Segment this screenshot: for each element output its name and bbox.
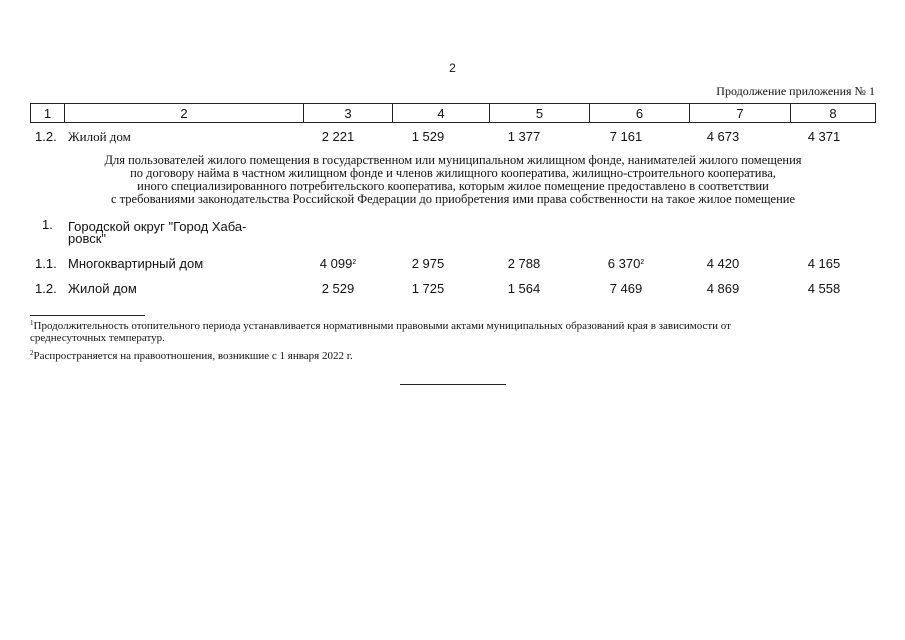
continuation-note: Продолжение приложения № 1 <box>716 84 875 98</box>
cell-col-5: 1 377 <box>507 129 541 144</box>
district-name-line-2: ровск" <box>68 231 107 246</box>
header-col-8: 8 <box>791 104 876 123</box>
column-number-header <box>30 103 876 123</box>
row-name: Жилой дом <box>68 281 137 296</box>
footnote-ref: 2 <box>640 259 645 266</box>
cell-col-4: 1 529 <box>411 129 445 144</box>
footnote-1-continuation: среднесуточных температур. <box>30 332 165 344</box>
footnote-text: Распространяется на правоотношения, возникшие с 1 января 2022 г. <box>33 350 353 362</box>
footnote-mark: 2 <box>30 349 34 357</box>
section-heading-line: иного специализированного потребительского кооператива, которым жилое помещение предоставлено в соответствии <box>137 179 769 193</box>
row-number: 1.1. <box>35 256 57 271</box>
table-row <box>30 129 876 147</box>
cell-col-6 <box>583 256 669 271</box>
district-name <box>68 221 278 245</box>
footnote-1 <box>30 317 876 332</box>
footnote-separator <box>30 315 145 316</box>
header-col-1: 1 <box>31 104 65 123</box>
cell-col-3: 2 529 <box>321 281 355 296</box>
footnote-ref: 2 <box>352 259 357 266</box>
footnote-text: Продолжительность отопительного периода устанавливается нормативными правовыми актами муниципальных образований края в зависимости от <box>33 320 731 332</box>
footnotes <box>30 317 876 362</box>
cell-col-6: 7 469 <box>609 281 643 296</box>
district-number: 1. <box>42 217 53 232</box>
header-col-7: 7 <box>690 104 791 123</box>
header-col-3: 3 <box>304 104 393 123</box>
footnote-mark: 1 <box>30 319 34 327</box>
cell-col-5: 1 564 <box>507 281 541 296</box>
cell-col-8: 4 165 <box>807 256 841 271</box>
footnote-2 <box>30 347 876 362</box>
table-row <box>30 256 876 274</box>
section-heading-line: с требованиями законодательства Российской Федерации до приобретения ими права собственности на такое жилое помещение <box>110 192 796 206</box>
end-of-document-rule <box>400 384 506 385</box>
cell-col-8: 4 371 <box>807 129 841 144</box>
section-heading-line: по договору найма в частном жилищном фонде и членов жилищного кооператива, жилищно-строительного кооператива, <box>130 166 776 180</box>
page-number: 2 <box>449 61 456 75</box>
cell-col-3 <box>302 256 374 271</box>
row-name: Жилой дом <box>68 129 131 144</box>
cell-col-3: 2 221 <box>321 129 355 144</box>
cell-col-6: 7 161 <box>609 129 643 144</box>
header-col-6: 6 <box>590 104 690 123</box>
header-col-4: 4 <box>393 104 490 123</box>
row-name: Многоквартирный дом <box>68 256 204 271</box>
cell-col-4: 2 975 <box>411 256 445 271</box>
section-heading <box>30 154 876 206</box>
cell-col-7: 4 673 <box>706 129 740 144</box>
cell-col-7: 4 869 <box>706 281 740 296</box>
cell-value: 6 370 <box>607 256 641 271</box>
cell-col-4: 1 725 <box>411 281 445 296</box>
section-heading-line: Для пользователей жилого помещения в государственном или муниципальном жилищном фонде, нанимателей жилого помещения <box>104 153 802 167</box>
cell-value: 4 099 <box>319 256 353 271</box>
cell-col-7: 4 420 <box>706 256 740 271</box>
cell-col-8: 4 558 <box>807 281 841 296</box>
header-col-2: 2 <box>65 104 304 123</box>
district-name-line-1: Городской округ "Город Хаба- <box>68 219 247 234</box>
cell-col-5: 2 788 <box>507 256 541 271</box>
row-number: 1.2. <box>35 129 57 144</box>
header-col-5: 5 <box>490 104 590 123</box>
row-number: 1.2. <box>35 281 57 296</box>
table-row <box>30 281 876 299</box>
